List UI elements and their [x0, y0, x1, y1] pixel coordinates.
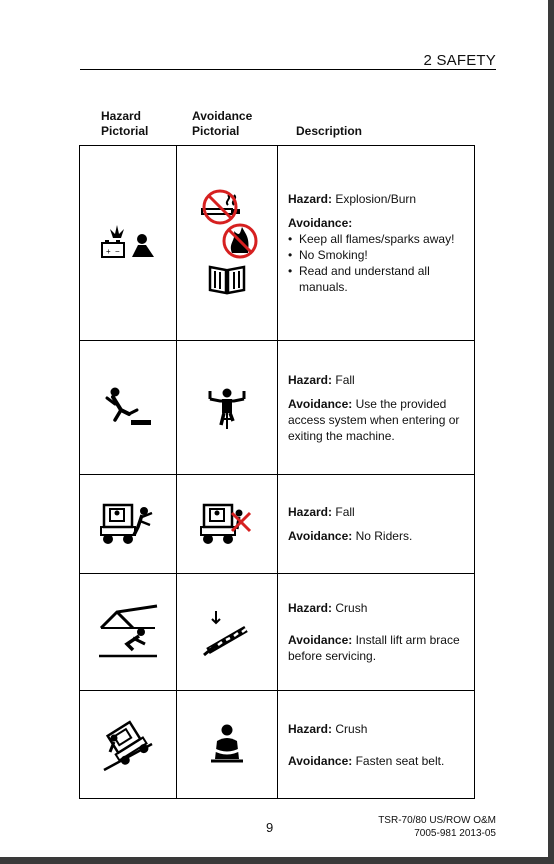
avoidance-pictorial-cell	[177, 341, 278, 475]
hazard-line	[288, 721, 474, 737]
seat-belt-icon	[207, 723, 247, 767]
avoidance-label: Avoidance:	[288, 216, 353, 230]
avoidance-pictorial-cell	[177, 146, 278, 341]
hazard-line	[288, 191, 474, 207]
avoidance-label: Avoidance:	[288, 633, 353, 647]
description-cell	[278, 691, 475, 799]
hazard-label: Hazard:	[288, 505, 333, 519]
no-smoking-icon	[198, 189, 246, 225]
three-point-contact-icon	[204, 385, 250, 431]
avoidance-list	[288, 231, 474, 295]
rollover-crush-icon	[100, 716, 156, 774]
column-header-avoidance-line2: Pictorial	[192, 124, 240, 138]
hazard-pictorial-cell	[80, 574, 177, 691]
crush-under-arm-icon	[97, 602, 159, 662]
hazard-label: Hazard:	[288, 372, 333, 387]
page-number: 9	[266, 820, 274, 835]
hazard-text: Explosion/Burn	[335, 192, 417, 206]
fall-from-step-icon	[103, 386, 153, 430]
table-row	[80, 691, 475, 799]
description-cell	[278, 146, 475, 341]
avoidance-line: Avoidance: Install lift arm brace	[288, 633, 460, 647]
list-item: • No Smoking!	[288, 247, 474, 263]
hazard-pictorial-cell	[80, 691, 177, 799]
hazard-label: Hazard:	[288, 601, 333, 615]
avoidance-pictorial-cell	[177, 475, 278, 574]
document-info	[378, 814, 496, 840]
avoidance-line: Avoidance: No Riders.	[288, 529, 413, 543]
hazard-line	[288, 372, 474, 388]
no-riders-icon	[200, 501, 254, 547]
description-cell	[278, 574, 475, 691]
safety-table	[79, 145, 475, 799]
table-row	[80, 341, 475, 475]
column-header-hazard-line2: Pictorial	[101, 124, 149, 138]
description-cell	[278, 475, 475, 574]
table-row	[80, 146, 475, 341]
rider-falling-from-machine-icon	[100, 501, 156, 547]
page-frame-right	[548, 0, 554, 864]
hazard-pictorial-cell	[80, 341, 177, 475]
document-title: TSR-70/80 US/ROW O&M	[378, 815, 496, 826]
lift-arm-brace-icon	[202, 607, 252, 657]
avoidance-line: access system when entering or	[288, 412, 460, 427]
hazard-line	[288, 600, 474, 616]
column-header-avoidance-line1: Avoidance	[192, 109, 253, 123]
read-manual-icon	[207, 263, 247, 297]
hazard-label: Hazard:	[288, 192, 333, 206]
column-header-hazard-line1: Hazard	[101, 109, 142, 123]
avoidance-line: before servicing.	[288, 649, 377, 663]
avoidance-label: Avoidance:	[288, 529, 353, 543]
hazard-text: Crush	[335, 601, 368, 615]
avoidance-pictorial-cell	[177, 691, 278, 799]
hazard-label: Hazard:	[288, 721, 333, 736]
description-cell	[278, 341, 475, 475]
column-header-avoidance	[192, 109, 252, 139]
avoidance-label: Avoidance:	[288, 753, 353, 768]
avoidance-line: exiting the machine.	[288, 428, 395, 443]
table-row	[80, 574, 475, 691]
avoidance-line: Avoidance: Fasten seat belt.	[288, 753, 445, 768]
hazard-pictorial-cell	[80, 475, 177, 574]
column-header-hazard	[101, 109, 148, 139]
page-frame-bottom	[0, 857, 554, 864]
avoidance-pictorial-cell	[177, 574, 278, 691]
svg-text:+: +	[106, 247, 111, 256]
svg-text:−: −	[115, 247, 120, 256]
hazard-text: Fall	[335, 372, 355, 387]
no-open-flame-icon	[220, 223, 260, 259]
hazard-text: Crush	[335, 721, 368, 736]
header-rule	[80, 69, 496, 70]
hazard-text: Fall	[335, 505, 355, 519]
hazard-line	[288, 504, 474, 520]
section-title: 2 SAFETY	[423, 52, 496, 69]
avoidance-label: Avoidance:	[288, 396, 353, 411]
list-item: • Keep all flames/sparks away!	[288, 231, 474, 247]
document-code: 7005-981 2013-05	[414, 828, 496, 839]
hazard-pictorial-cell	[80, 146, 177, 341]
explosion-burn-icon	[100, 223, 156, 263]
table-row	[80, 475, 475, 574]
avoidance-line: Avoidance: Use the provided	[288, 396, 447, 411]
list-item: • Read and understand all manuals.	[288, 263, 474, 295]
column-header-description: Description	[296, 124, 363, 138]
